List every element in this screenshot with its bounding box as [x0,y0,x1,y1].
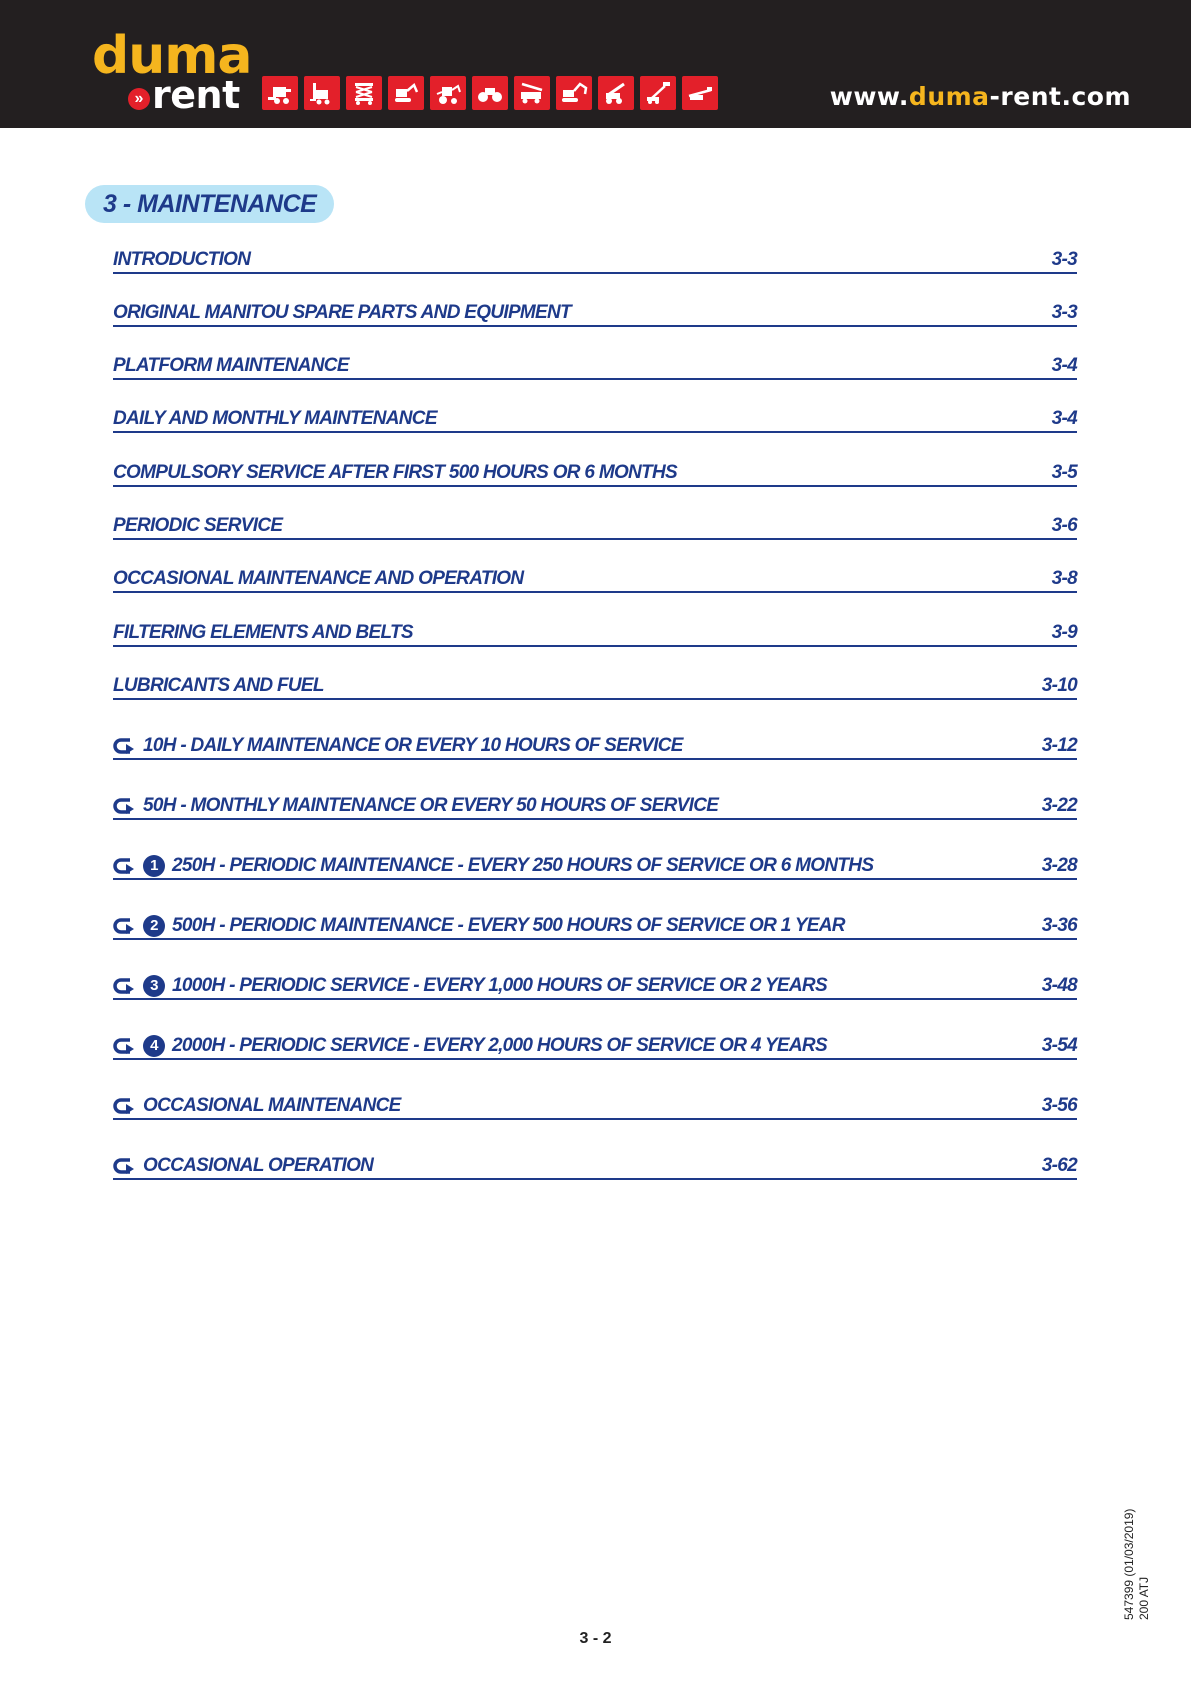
toc-entry-label: OCCASIONAL MAINTENANCE AND OPERATION [113,568,524,589]
toc-entry-title [113,855,873,878]
toc-entry-title [113,1035,827,1058]
toc-entry[interactable] [113,459,1077,487]
toc-entry-page: 3-28 [1041,855,1077,876]
toc-entry[interactable] [113,512,1077,540]
number-badge-icon: 3 [143,975,165,997]
telehandler-icon [598,76,634,110]
toc-entry[interactable] [113,405,1077,433]
toc-entry-page: 3-3 [1051,302,1077,323]
toc-entry[interactable] [113,732,1077,760]
toc-entry-title [113,675,324,698]
curved-arrow-icon [113,916,135,936]
aerial-platform-icon [682,76,718,110]
logo-duma-text: duma [92,26,252,86]
crane-truck-icon [514,76,550,110]
toc-entry-label: OCCASIONAL MAINTENANCE [143,1095,401,1116]
curved-arrow-icon [113,1096,135,1116]
toc-entry-label: PLATFORM MAINTENANCE [113,355,349,376]
curved-arrow-icon [113,1036,135,1056]
toc-entry[interactable] [113,246,1077,274]
toc-entry-page: 3-8 [1051,568,1077,589]
toc-entry-label: 1000H - PERIODIC SERVICE - EVERY 1,000 HOURS OF SERVICE OR 2 YEARS [172,975,827,996]
toc-entry-page: 3-54 [1041,1035,1077,1056]
curved-arrow-icon [113,856,135,876]
curved-arrow-icon [113,796,135,816]
toc-entry[interactable] [113,352,1077,380]
skid-steer-icon [262,76,298,110]
number-badge-icon: 4 [143,1035,165,1057]
toc-entry-label: 10H - DAILY MAINTENANCE OR EVERY 10 HOURS OF SERVICE [143,735,683,756]
toc-entry[interactable] [113,972,1077,1000]
toc-entry-label: DAILY AND MONTHLY MAINTENANCE [113,408,437,429]
toc-entry-page: 3-4 [1051,408,1077,429]
scissor-lift-icon [346,76,382,110]
mini-excavator-icon [388,76,424,110]
backhoe-icon [430,76,466,110]
excavator-icon [556,76,592,110]
toc-entry-title [113,915,845,938]
toc-entry-title [113,462,677,485]
toc-entry-page: 3-4 [1051,355,1077,376]
equipment-icons [262,76,718,110]
toc-entry-label: FILTERING ELEMENTS AND BELTS [113,622,413,643]
toc-entry-title [113,1155,373,1178]
boom-lift-icon [640,76,676,110]
toc-entry-label: OCCASIONAL OPERATION [143,1155,374,1176]
toc-entry-label: 500H - PERIODIC MAINTENANCE - EVERY 500 HOURS OF SERVICE OR 1 YEAR [172,915,845,936]
toc-entry[interactable] [113,299,1077,327]
curved-arrow-icon [113,976,135,996]
toc-entry-page: 3-5 [1051,462,1077,483]
toc-entry-label: PERIODIC SERVICE [113,515,283,536]
toc-entry-title [113,975,827,998]
curved-arrow-icon [113,736,135,756]
number-badge-icon: 2 [143,915,165,937]
toc-entry-label: INTRODUCTION [113,249,251,270]
toc-entry-page: 3-9 [1051,622,1077,643]
curved-arrow-icon [113,1156,135,1176]
toc-entry-page: 3-22 [1041,795,1077,816]
toc-entry[interactable] [113,792,1077,820]
toc-entry-page: 3-48 [1041,975,1077,996]
logo-rent-text: rent [152,73,240,117]
toc-entry-page: 3-56 [1041,1095,1077,1116]
toc-entry[interactable] [113,1152,1077,1180]
compactor-icon [472,76,508,110]
page-header [0,0,1191,128]
toc-entry-page: 3-6 [1051,515,1077,536]
toc-entry[interactable] [113,565,1077,593]
logo-arrow-icon: » [128,88,150,110]
toc-entry-label: LUBRICANTS AND FUEL [113,675,324,696]
toc-entry-page: 3-3 [1051,249,1077,270]
website-url[interactable]: www.duma-rent.com [829,82,1131,111]
toc-entry-title [113,302,571,325]
toc-entry-label: 50H - MONTHLY MAINTENANCE OR EVERY 50 HOURS OF SERVICE [143,795,719,816]
forklift-icon [304,76,340,110]
toc-entry[interactable] [113,852,1077,880]
toc-entry-page: 3-10 [1041,675,1077,696]
toc-entry-label: 2000H - PERIODIC SERVICE - EVERY 2,000 HOURS OF SERVICE OR 4 YEARS [172,1035,827,1056]
number-badge-icon: 1 [143,855,165,877]
toc-entry-title [113,735,683,758]
toc-entry-page: 3-12 [1041,735,1077,756]
toc-entry-title [113,795,718,818]
toc-entry-label: ORIGINAL MANITOU SPARE PARTS AND EQUIPMENT [113,302,571,323]
toc-entry[interactable] [113,672,1077,700]
toc-entry-title [113,408,437,431]
toc-entry-title [113,249,250,272]
document-reference: 547399 (01/03/2019) 200 ATJ [1122,1508,1151,1620]
toc-entry-label: COMPULSORY SERVICE AFTER FIRST 500 HOURS OR 6 MONTHS [113,462,677,483]
toc-entry-title [113,515,282,538]
toc-entry-label: 250H - PERIODIC MAINTENANCE - EVERY 250 HOURS OF SERVICE OR 6 MONTHS [172,855,874,876]
toc-entry-title [113,622,413,645]
toc-entry[interactable] [113,1032,1077,1060]
toc-entry-page: 3-36 [1041,915,1077,936]
toc-entry[interactable] [113,1092,1077,1120]
toc-entry[interactable] [113,912,1077,940]
toc-entry-title [113,1095,401,1118]
page-number: 3 - 2 [579,1630,612,1647]
toc-entry-page: 3-62 [1041,1155,1077,1176]
toc-entry-title [113,355,349,378]
section-title: 3 - MAINTENANCE [85,185,334,223]
toc-entry[interactable] [113,619,1077,647]
toc-entry-title [113,568,523,591]
